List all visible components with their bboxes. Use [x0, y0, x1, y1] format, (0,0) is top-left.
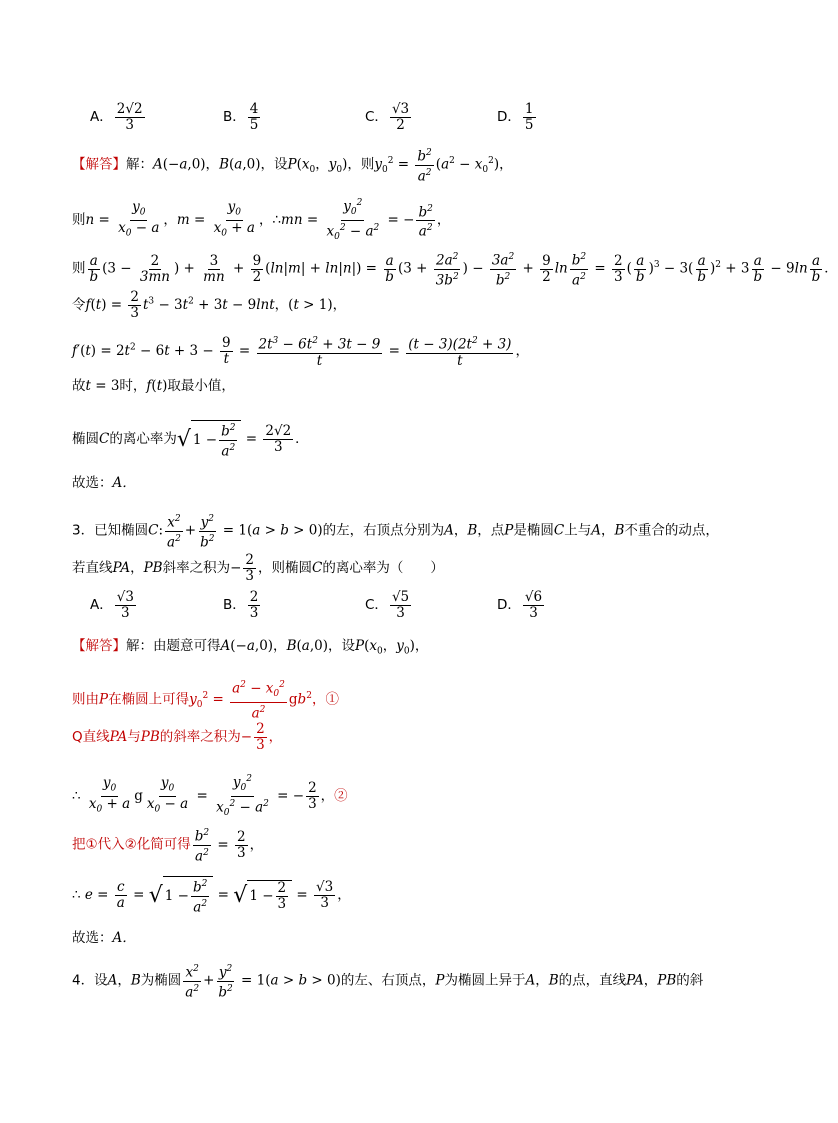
- text: 取最小值，: [167, 378, 235, 394]
- solution1-line1: 【解答】解：A(−a,0)，B(a,0)，设$P(x_0$，$y_0$)，则$y_0^2$ = $\frac{b^2}{a^2}$ $(a^2 - x_0^2)$，: [72, 148, 513, 184]
- text: 时，: [119, 378, 147, 394]
- answer-tag: 【解答】: [72, 638, 126, 654]
- option-a-label: A．: [90, 109, 113, 125]
- question4-line1: 4．设A，B为椭圆 $\frac{x^2}{a^2}$ + $\frac{y^2}{b^2}$ = 1(a > b > 0)的左、右顶点，P为椭圆上异于A，B的点，直线PA，PB的斜: [72, 964, 704, 1000]
- option-c-label: C．: [365, 109, 388, 125]
- text: Q直线: [72, 729, 110, 745]
- text: ，则: [347, 156, 375, 173]
- text: 的左，右顶点分别为: [322, 522, 445, 539]
- text: ，: [163, 212, 177, 229]
- solution3-line4: ∴ $\frac{y_0}{x_0 + a}$ g $\frac{y_0}{x_0 - a}$ = $\frac{y_0^2}{x_0^2 - a^2}$ = − $\frac{2}{3}$ ，②: [72, 774, 348, 819]
- text: ，∴: [258, 212, 282, 229]
- option-a-value: $\frac{2√2}{3}$: [116, 101, 143, 133]
- solution1-line4: 令f(t) = $\frac{2}{3}$ $t^3 - 3t^2 + 3t - 9\ln t$，(t > 1)，: [72, 289, 347, 321]
- text: 斜率之积为: [162, 560, 231, 576]
- text: A．: [112, 930, 136, 946]
- text: 为椭圆: [140, 972, 182, 989]
- text: 则由: [72, 691, 99, 708]
- circled-one: ①: [325, 691, 339, 708]
- question3-number: 3．已知椭圆: [72, 522, 149, 539]
- solution3-line1: 【解答】解：由题意可得A(−a,0)，B(a,0)，设$P(x_0$，$y_0$)，: [72, 638, 429, 657]
- solution1-line8: [72, 473, 136, 493]
- text: 椭圆: [72, 431, 99, 447]
- text: 与: [127, 729, 141, 745]
- option-d-label: D．: [497, 597, 521, 613]
- text: ，设: [327, 638, 355, 654]
- option-d-value: $\frac{√6}{3}$: [524, 589, 543, 621]
- option-d-label: D．: [497, 109, 521, 125]
- option-d-value: $\frac{1}{5}$: [524, 101, 534, 133]
- text: 为椭圆上异于: [444, 972, 526, 989]
- text: 则: [72, 212, 86, 229]
- option-c-value: $\frac{√5}{3}$: [391, 589, 410, 621]
- option-a-value: $\frac{√3}{3}$: [116, 589, 134, 621]
- option-b-value: $\frac{2}{3}$: [249, 589, 259, 621]
- option-a-label: A．: [90, 597, 113, 613]
- text: 把①代入②化简可得: [72, 836, 191, 853]
- solution1-line5: $f'(t) = 2t^2 - 6t + 3$ − $\frac{9}{t}$ = $\frac{2t^3 - 6t^2 + 3t - 9}{t}$ = $\frac{(t - 3)(2t^2 + 3)}{t}$ ，: [72, 334, 529, 369]
- option-b-value: $\frac{4}{5}$: [249, 101, 259, 133]
- text: ，点: [477, 522, 505, 539]
- solution3-line5: 把①代入②化简可得 $\frac{b^2}{a^2}$ = $\frac{2}{3}$ ，: [72, 828, 264, 864]
- option-c-label: C．: [365, 597, 388, 613]
- option-b-label: B．: [223, 597, 246, 613]
- solution1-line3: 则 $\frac{a}{b}$ (3 − $\frac{2}{3mn}$ ) + $\frac{3}{mn}$ + $\frac{9}{2}$ (ln|m| + ln|n|) = $\frac{a}{b}$ (3 + $\frac{2a^2}{3b^2}$ ) − $\frac{3a^2}{b^2}$ + $\frac{9}{2}$ ln $\frac{b^2}{a^2}$ = $\frac{2}{3}$ ( $\frac{a}{b}$ )$^3$ − 3( $\frac{a}{b}$ )$^2$ + 3 $\frac{a}{b}$ − 9ln $\frac{a}{b}$ ．: [72, 252, 838, 288]
- text: 的左、右顶点，: [340, 972, 436, 989]
- text: 在椭圆上可得: [108, 691, 190, 708]
- text: ，则椭圆: [258, 560, 313, 576]
- text: 解：: [126, 156, 153, 173]
- solution3-line7: [72, 928, 136, 948]
- option-b-label: B．: [223, 109, 246, 125]
- text: 令: [72, 297, 86, 313]
- text: ，: [274, 297, 289, 313]
- text: 的点，直线: [558, 972, 627, 989]
- solution1-line7: 椭圆C的离心率为 √ 1 − $\frac{b^2}{a^2}$ = $\frac{2√2}{3}$ ．: [72, 420, 309, 459]
- text: 故选：: [72, 475, 113, 491]
- options-row-1: [90, 102, 627, 133]
- answer-tag: 【解答】: [72, 156, 126, 173]
- option-c-value: $\frac{√3}{2}$: [391, 101, 410, 133]
- solution3-line2: 则由P在椭圆上可得$y_0^2$ = $\frac{a^2 - x_0^2}{a^2}$ $gb^2$，①: [72, 680, 339, 722]
- text: 则: [72, 260, 86, 277]
- text: 是椭圆: [513, 522, 554, 539]
- text: 不重合的动点，: [624, 522, 719, 539]
- text: 上与: [564, 522, 592, 539]
- solution3-line6: ∴ e = $\frac{c}{a}$ = √ 1 − $\frac{b^2}{a^2}$ = √ 1 − $\frac{2}{3}$ = $\frac{√3}{3}$ ，: [72, 876, 351, 915]
- circled-two: ②: [334, 788, 348, 805]
- text: 的离心率为: [109, 431, 177, 447]
- text: 的斜: [676, 972, 704, 989]
- text: 故: [72, 378, 86, 394]
- text: A．: [112, 475, 136, 491]
- question3-line1: 3．已知椭圆C: $\frac{x^2}{a^2}$ + $\frac{y^2}{b^2}$ = 1(a > b > 0)的左，右顶点分别为A，B，点P是椭圆C上与A，B不重合的动点，: [72, 514, 719, 550]
- options-row-3: [90, 590, 627, 621]
- text: 的离心率为（ ）: [322, 560, 444, 576]
- text: 解：由题意可得: [126, 638, 221, 654]
- text: 若直线: [72, 560, 113, 576]
- solution1-line6: 故t = 3时，f(t)取最小值，: [72, 378, 235, 394]
- text: 的斜率之积为: [159, 729, 241, 745]
- question3-line2: 若直线PA，PB斜率之积为− $\frac{2}{3}$ ，则椭圆C的离心率为（ ）: [72, 552, 444, 584]
- text: ，设: [260, 156, 288, 173]
- question4-number: 4．设: [72, 972, 108, 989]
- text: 故选：: [72, 930, 113, 946]
- solution3-line3: Q直线PA与PB的斜率之积为− $\frac{2}{3}$ ，: [72, 721, 283, 753]
- solution1-line2: 则n = $\frac{y_0}{x_0 - a}$ ，m = $\frac{y_0}{x_0 + a}$ ，∴mn = $\frac{y_0^2}{x_0^2 - a^2}$ = − $\frac{b^2}{a^2}$ ，: [72, 198, 451, 243]
